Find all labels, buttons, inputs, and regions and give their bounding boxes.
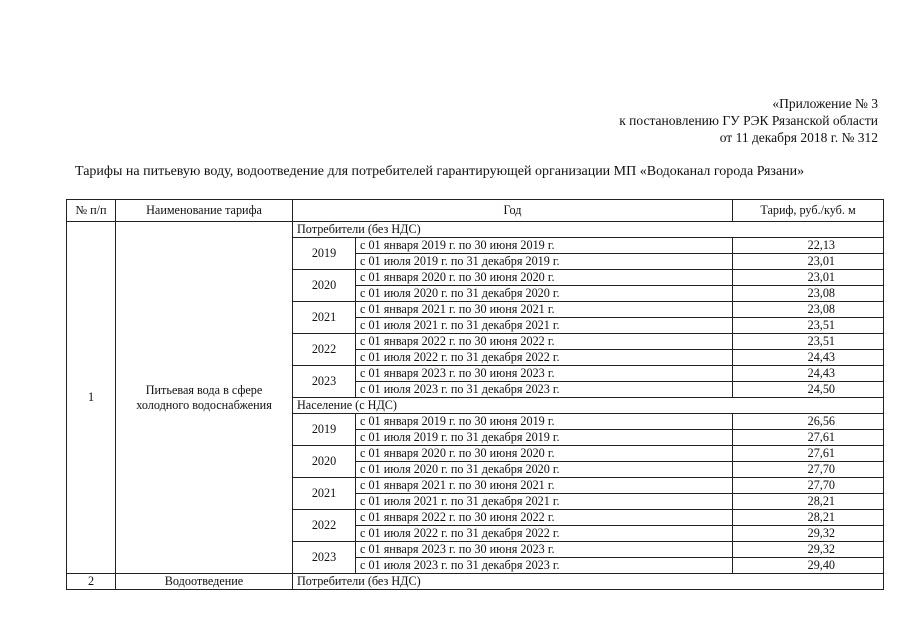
- tariff-value: 23,08: [733, 302, 884, 318]
- period-cell: с 01 января 2023 г. по 30 июня 2023 г.: [356, 542, 733, 558]
- year-cell: 2022: [293, 334, 356, 366]
- period-cell: с 01 июля 2019 г. по 31 декабря 2019 г.: [356, 430, 733, 446]
- table-body: [67, 222, 884, 590]
- year-cell: 2022: [293, 510, 356, 542]
- header-year: Год: [293, 200, 733, 222]
- consumer-group: Население (с НДС): [293, 398, 884, 414]
- tariff-value: 29,32: [733, 542, 884, 558]
- tariff-value: 27,70: [733, 478, 884, 494]
- tariff-value: 24,43: [733, 366, 884, 382]
- period-cell: с 01 января 2022 г. по 30 июня 2022 г.: [356, 334, 733, 350]
- tariff-value: 22,13: [733, 238, 884, 254]
- period-cell: с 01 января 2021 г. по 30 июня 2021 г.: [356, 478, 733, 494]
- table-header-row: [67, 200, 884, 222]
- document-title: Тарифы на питьевую воду, водоотведение для потребителей гарантирующей организации МП «Водоканал города Рязани»: [75, 164, 805, 179]
- tariff-value: 23,51: [733, 318, 884, 334]
- tariff-value: 23,51: [733, 334, 884, 350]
- tariff-value: 26,56: [733, 414, 884, 430]
- period-cell: с 01 января 2019 г. по 30 июня 2019 г.: [356, 414, 733, 430]
- period-cell: с 01 июля 2021 г. по 31 декабря 2021 г.: [356, 318, 733, 334]
- period-cell: с 01 января 2023 г. по 30 июня 2023 г.: [356, 366, 733, 382]
- tariff-name: Водоотведение: [116, 574, 293, 590]
- period-cell: с 01 июля 2020 г. по 31 декабря 2020 г.: [356, 462, 733, 478]
- tariff-value: 23,08: [733, 286, 884, 302]
- tariff-value: 23,01: [733, 270, 884, 286]
- tariff-name: Питьевая вода в сфере холодного водоснабжения: [116, 222, 293, 574]
- year-cell: 2019: [293, 238, 356, 270]
- tariff-value: 23,01: [733, 254, 884, 270]
- year-cell: 2019: [293, 414, 356, 446]
- tariff-value: 27,61: [733, 430, 884, 446]
- period-cell: с 01 июля 2019 г. по 31 декабря 2019 г.: [356, 254, 733, 270]
- period-cell: с 01 июля 2022 г. по 31 декабря 2022 г.: [356, 350, 733, 366]
- tariff-value: 28,21: [733, 510, 884, 526]
- tariff-value: 27,70: [733, 462, 884, 478]
- period-cell: с 01 января 2019 г. по 30 июня 2019 г.: [356, 238, 733, 254]
- period-cell: с 01 июля 2023 г. по 31 декабря 2023 г.: [356, 382, 733, 398]
- year-cell: 2021: [293, 302, 356, 334]
- period-cell: с 01 июля 2022 г. по 31 декабря 2022 г.: [356, 526, 733, 542]
- period-cell: с 01 января 2022 г. по 30 июня 2022 г.: [356, 510, 733, 526]
- year-cell: 2023: [293, 366, 356, 398]
- resolution-line: к постановлению ГУ РЭК Рязанской области: [619, 113, 878, 128]
- table-row: [67, 222, 884, 238]
- year-cell: 2020: [293, 270, 356, 302]
- tariff-value: 24,43: [733, 350, 884, 366]
- year-cell: 2023: [293, 542, 356, 574]
- tariff-value: 24,50: [733, 382, 884, 398]
- period-cell: с 01 января 2021 г. по 30 июня 2021 г.: [356, 302, 733, 318]
- row-number: 1: [67, 222, 116, 574]
- period-cell: с 01 июля 2023 г. по 31 декабря 2023 г.: [356, 558, 733, 574]
- tariff-value: 27,61: [733, 446, 884, 462]
- tariff-value: 29,32: [733, 526, 884, 542]
- period-cell: с 01 июля 2020 г. по 31 декабря 2020 г.: [356, 286, 733, 302]
- period-cell: с 01 января 2020 г. по 30 июня 2020 г.: [356, 446, 733, 462]
- consumer-group: Потребители (без НДС): [293, 574, 884, 590]
- tariff-value: 28,21: [733, 494, 884, 510]
- year-cell: 2021: [293, 478, 356, 510]
- table-row: [67, 574, 884, 590]
- consumer-group: Потребители (без НДС): [293, 222, 884, 238]
- header-name: Наименование тарифа: [116, 200, 293, 222]
- tariff-table: [66, 199, 884, 590]
- document-header: [619, 95, 878, 146]
- tariff-value: 29,40: [733, 558, 884, 574]
- date-line: от 11 декабря 2018 г. № 312: [719, 130, 878, 145]
- header-num: № п/п: [67, 200, 116, 222]
- year-cell: 2020: [293, 446, 356, 478]
- appendix-line: «Приложение № 3: [772, 96, 878, 111]
- period-cell: с 01 января 2020 г. по 30 июня 2020 г.: [356, 270, 733, 286]
- header-tariff: Тариф, руб./куб. м: [733, 200, 884, 222]
- period-cell: с 01 июля 2021 г. по 31 декабря 2021 г.: [356, 494, 733, 510]
- row-number: 2: [67, 574, 116, 590]
